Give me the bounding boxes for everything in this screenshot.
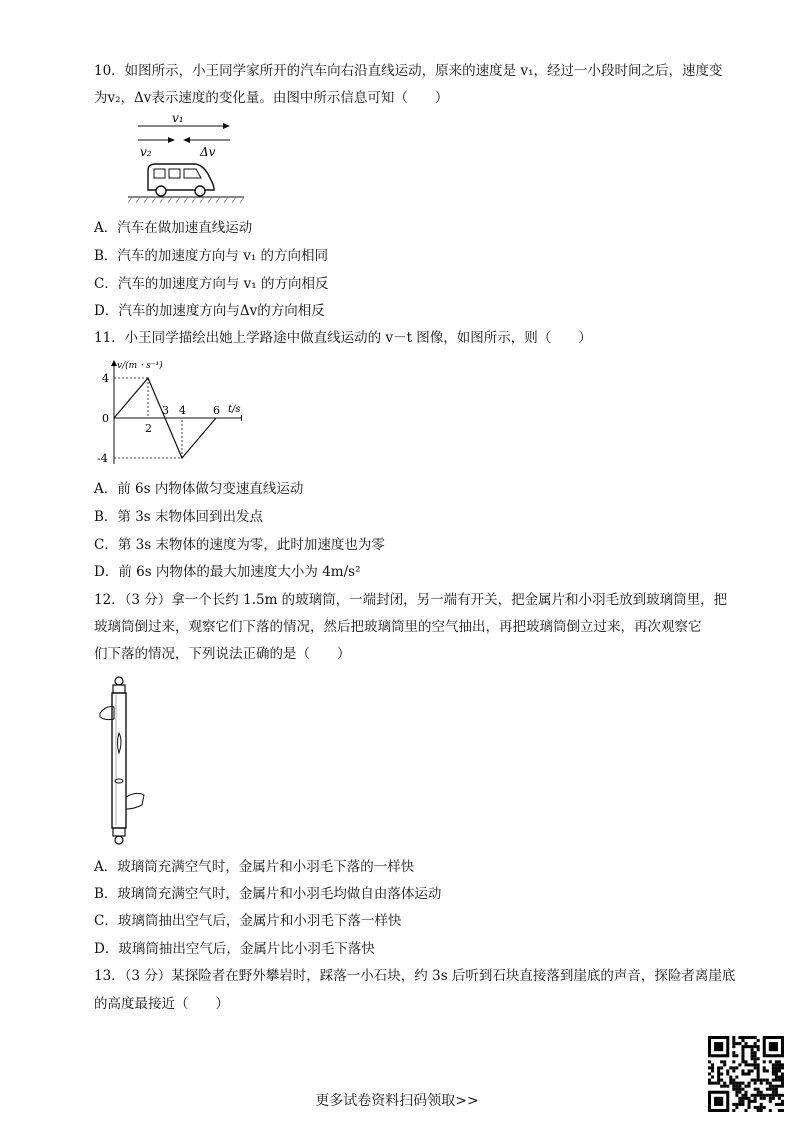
- vt-ytick-0: 0: [102, 412, 109, 425]
- q13-stem-line2: 的高度最接近（ ）: [94, 996, 229, 1012]
- q12-option-c[interactable]: C．玻璃筒抽出空气后，金属片和小羽毛下落一样快: [94, 913, 402, 929]
- q12-option-a[interactable]: A．玻璃筒充满空气时，金属片和小羽毛下落的一样快: [94, 859, 415, 875]
- q10-stem-line2: 为v₂，Δv表示速度的变化量。由图中所示信息可知（ ）: [94, 90, 449, 106]
- q10-option-d[interactable]: D．汽车的加速度方向与Δv的方向相反: [94, 303, 325, 319]
- q12-option-d[interactable]: D．玻璃筒抽出空气后，金属片比小羽毛下落快: [94, 941, 375, 957]
- v1-label: v₁: [172, 112, 184, 125]
- q11-option-b[interactable]: B．第 3s 末物体回到出发点: [94, 509, 264, 525]
- car-icon: [148, 164, 214, 196]
- q12-stem-line1: 12．（3 分）拿一个长约 1.5m 的玻璃筒，一端封闭，另一端有开关，把金属片和小羽毛放到玻璃筒里，把: [94, 592, 728, 608]
- vt-xlabel: t/s: [228, 404, 241, 415]
- vt-ytick-4: 4: [102, 372, 109, 385]
- q11-vt-chart: [92, 356, 242, 468]
- q11-option-c[interactable]: C．第 3s 末物体的速度为零，此时加速度也为零: [94, 537, 385, 553]
- dv-label: Δv: [200, 145, 216, 159]
- vt-xtick-6: 6: [213, 404, 220, 417]
- q12-glass-tube-figure: [92, 673, 152, 848]
- vt-xtick-2: 2: [145, 422, 152, 435]
- footer-scan-text[interactable]: 更多试卷资料扫码领取>>: [315, 1093, 479, 1109]
- v2-label: v₂: [140, 145, 152, 159]
- vt-xtick-4: 4: [179, 404, 186, 417]
- q10-stem-line1: 10．如图所示，小王同学家所开的汽车向右沿直线运动，原来的速度是 v₁，经过一小段时间之后，速度变: [94, 63, 723, 79]
- vt-x-arrow: [241, 415, 242, 421]
- q10-option-b[interactable]: B．汽车的加速度方向与 v₁ 的方向相同: [94, 248, 329, 264]
- vt-ytick-neg4: -4: [97, 452, 108, 465]
- q11-stem-line1: 11．小王同学描绘出她上学路途中做直线运动的 v－t 图像，如图所示，则（ ）: [94, 330, 592, 346]
- q12-option-b[interactable]: B．玻璃筒充满空气时，金属片和小羽毛均做自由落体运动: [94, 886, 442, 902]
- q11-option-d[interactable]: D．前 6s 内物体的最大加速度大小为 4m/s²: [94, 564, 361, 580]
- q10-car-figure: [128, 112, 248, 212]
- vt-xtick-3: 3: [162, 404, 169, 417]
- q10-option-a[interactable]: A．汽车在做加速直线运动: [94, 220, 253, 236]
- q11-option-a[interactable]: A．前 6s 内物体做匀变速直线运动: [94, 481, 304, 497]
- q10-option-c[interactable]: C．汽车的加速度方向与 v₁ 的方向相反: [94, 276, 329, 292]
- q12-stem-line3: 们下落的情况，下列说法正确的是（ ）: [94, 646, 351, 662]
- vt-ylabel: v/(m・s⁻¹): [117, 361, 163, 371]
- q13-stem-line1: 13．（3 分）某探险者在野外攀岩时，踩落一小石块，约 3s 后听到石块直接落到崖底的声音，探险者离崖底: [94, 968, 736, 984]
- q12-stem-line2: 玻璃筒倒过来，观察它们下落的情况，然后把玻璃筒里的空气抽出，再把玻璃筒倒立过来，再次观察它: [94, 619, 702, 635]
